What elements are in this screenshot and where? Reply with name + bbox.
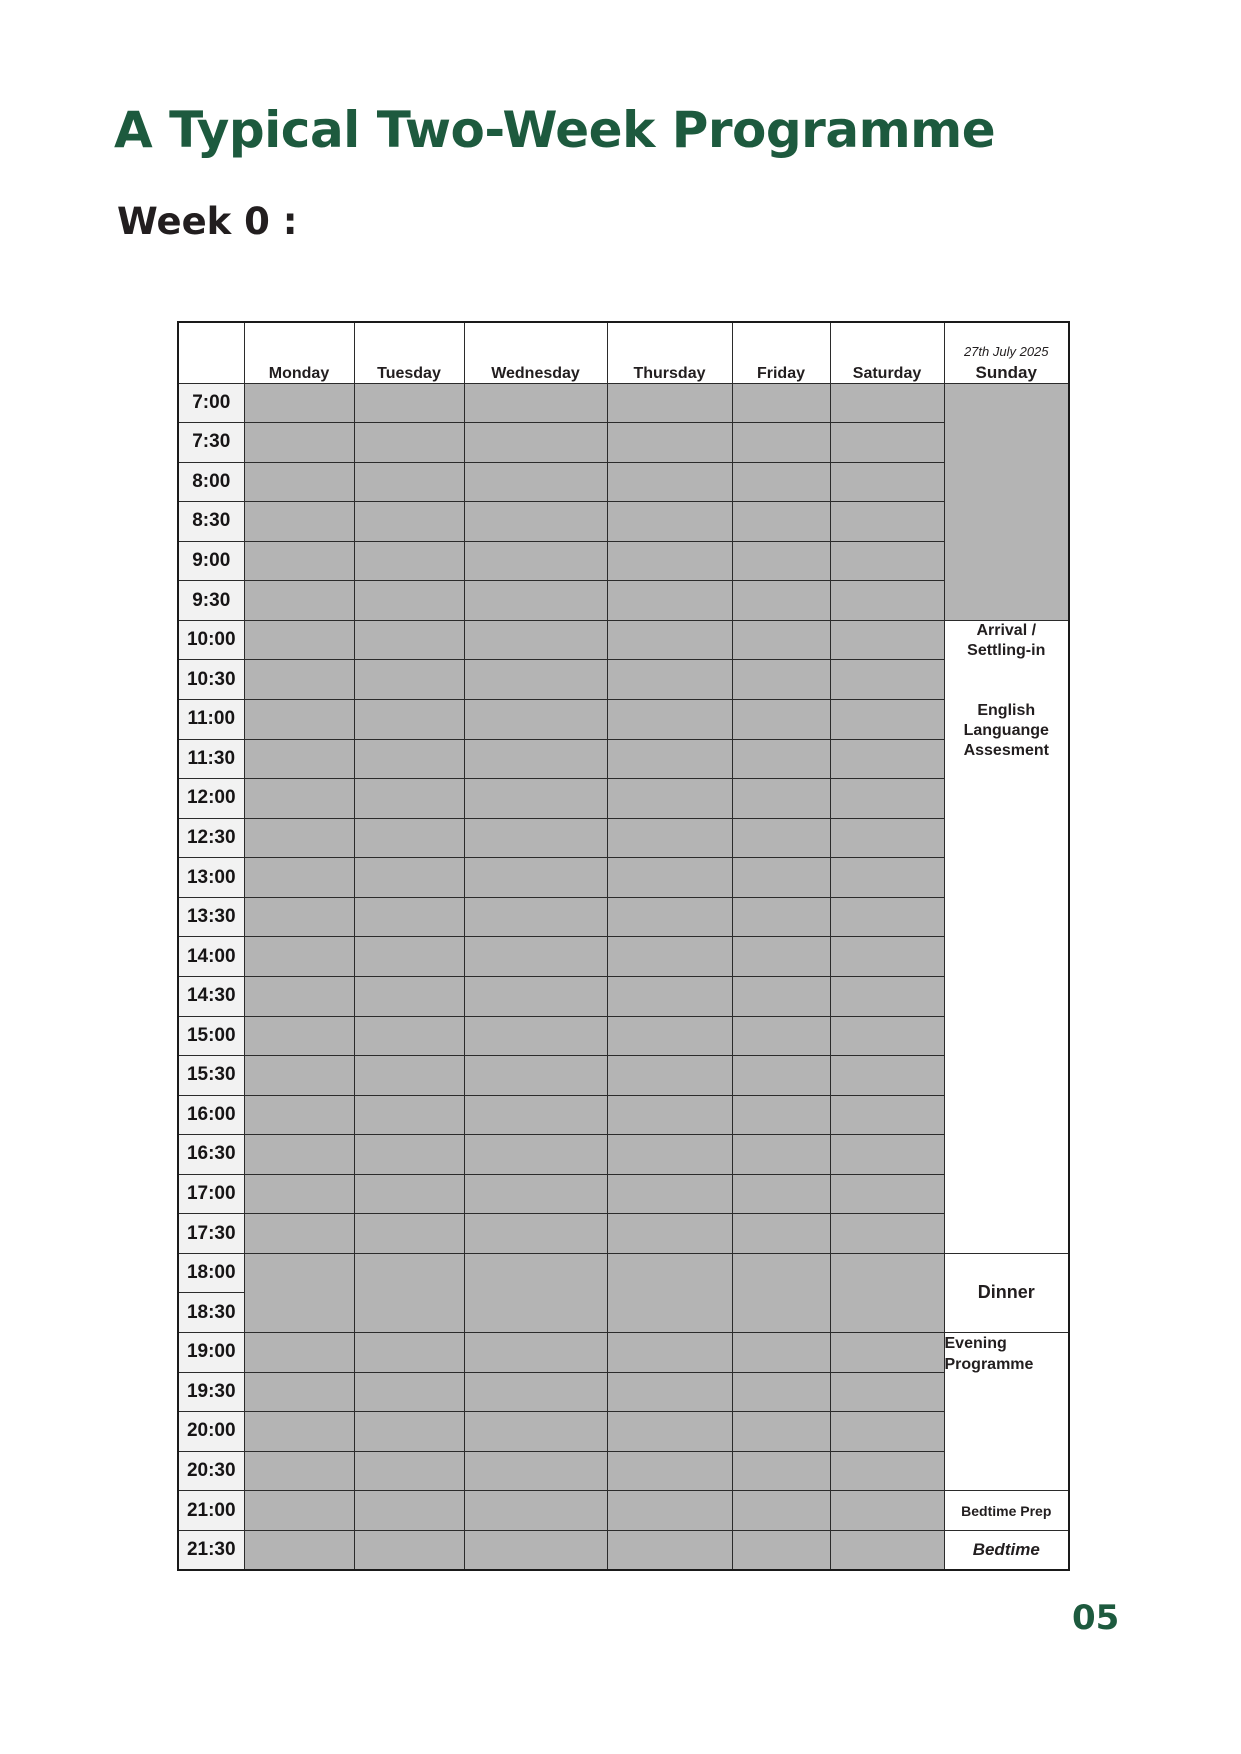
grid-cell	[732, 620, 830, 660]
grid-cell	[354, 1372, 464, 1412]
grid-cell	[354, 700, 464, 740]
grid-cell	[464, 1253, 607, 1332]
grid-cell	[607, 541, 732, 581]
time-row	[178, 541, 1069, 581]
grid-cell	[732, 1333, 830, 1373]
grid-cell	[732, 383, 830, 423]
grid-cell	[607, 462, 732, 502]
sunday-bedtime-prep-block: Bedtime Prep	[944, 1491, 1069, 1531]
grid-cell	[732, 1095, 830, 1135]
grid-cell	[607, 1135, 732, 1175]
grid-cell	[354, 1451, 464, 1491]
grid-cell	[464, 700, 607, 740]
grid-cell	[830, 818, 944, 858]
grid-cell	[732, 462, 830, 502]
grid-cell	[607, 1016, 732, 1056]
grid-cell	[464, 739, 607, 779]
time-label: 19:30	[178, 1372, 244, 1412]
time-label: 12:00	[178, 779, 244, 819]
grid-cell	[464, 858, 607, 898]
grid-cell	[732, 1174, 830, 1214]
time-row	[178, 1451, 1069, 1491]
grid-cell	[464, 818, 607, 858]
grid-cell	[732, 1214, 830, 1254]
day-header-wednesday: Wednesday	[464, 322, 607, 383]
grid-cell	[244, 897, 354, 937]
grid-cell	[354, 1016, 464, 1056]
time-row	[178, 1135, 1069, 1175]
grid-cell	[732, 1451, 830, 1491]
grid-cell	[464, 1491, 607, 1531]
grid-cell	[464, 581, 607, 621]
grid-cell	[464, 897, 607, 937]
sunday-morning-block	[944, 383, 1069, 620]
sunday-dinner-block: Dinner	[944, 1253, 1069, 1332]
time-label: 16:30	[178, 1135, 244, 1175]
grid-cell	[354, 1095, 464, 1135]
grid-cell	[464, 660, 607, 700]
time-label: 14:30	[178, 976, 244, 1016]
time-label: 21:00	[178, 1491, 244, 1531]
time-row	[178, 581, 1069, 621]
grid-cell	[607, 660, 732, 700]
grid-cell	[830, 739, 944, 779]
grid-cell	[607, 1333, 732, 1373]
arrival-line: Arrival /	[976, 621, 1037, 639]
grid-cell	[464, 1016, 607, 1056]
grid-cell	[830, 1016, 944, 1056]
arrival-text	[945, 621, 1069, 661]
grid-cell	[244, 1372, 354, 1412]
grid-cell	[244, 818, 354, 858]
time-label: 16:00	[178, 1095, 244, 1135]
grid-cell	[354, 1214, 464, 1254]
grid-cell	[244, 423, 354, 463]
grid-cell	[354, 897, 464, 937]
header-row	[178, 322, 1069, 383]
grid-cell	[607, 897, 732, 937]
grid-cell	[244, 1253, 354, 1332]
grid-cell	[244, 1451, 354, 1491]
time-row	[178, 858, 1069, 898]
grid-cell	[732, 1056, 830, 1096]
grid-cell	[607, 1253, 732, 1332]
time-row	[178, 1016, 1069, 1056]
grid-cell	[354, 1135, 464, 1175]
grid-cell	[244, 1056, 354, 1096]
grid-cell	[244, 1333, 354, 1373]
grid-cell	[830, 1333, 944, 1373]
corner-cell	[178, 322, 244, 383]
grid-cell	[464, 1135, 607, 1175]
grid-cell	[354, 739, 464, 779]
time-row	[178, 937, 1069, 977]
grid-cell	[354, 779, 464, 819]
time-row	[178, 779, 1069, 819]
grid-cell	[464, 620, 607, 660]
grid-cell	[464, 1451, 607, 1491]
grid-cell	[830, 1412, 944, 1452]
grid-cell	[464, 976, 607, 1016]
grid-cell	[607, 700, 732, 740]
grid-cell	[607, 937, 732, 977]
time-row	[178, 1056, 1069, 1096]
grid-cell	[830, 1135, 944, 1175]
grid-cell	[464, 1333, 607, 1373]
time-label: 9:30	[178, 581, 244, 621]
time-row	[178, 1530, 1069, 1570]
grid-cell	[354, 1174, 464, 1214]
week-label: Week 0 :	[117, 200, 298, 243]
grid-cell	[354, 502, 464, 542]
grid-cell	[607, 581, 732, 621]
grid-cell	[607, 1451, 732, 1491]
time-label: 15:30	[178, 1056, 244, 1096]
english-assessment-text	[945, 701, 1069, 761]
grid-cell	[607, 1174, 732, 1214]
grid-cell	[607, 383, 732, 423]
grid-cell	[732, 660, 830, 700]
grid-cell	[732, 937, 830, 977]
grid-cell	[732, 779, 830, 819]
grid-cell	[830, 1214, 944, 1254]
time-row	[178, 502, 1069, 542]
time-label: 8:30	[178, 502, 244, 542]
grid-cell	[732, 1491, 830, 1531]
grid-cell	[354, 1412, 464, 1452]
day-header-thursday: Thursday	[607, 322, 732, 383]
grid-cell	[732, 700, 830, 740]
grid-cell	[830, 937, 944, 977]
grid-cell	[830, 462, 944, 502]
grid-cell	[354, 937, 464, 977]
time-row	[178, 897, 1069, 937]
grid-cell	[830, 541, 944, 581]
time-label: 20:00	[178, 1412, 244, 1452]
time-label: 18:30	[178, 1293, 244, 1333]
sunday-date: 27th July 2025	[963, 343, 1049, 359]
grid-cell	[354, 541, 464, 581]
grid-cell	[607, 1214, 732, 1254]
time-row	[178, 1253, 1069, 1293]
time-row	[178, 1491, 1069, 1531]
grid-cell	[607, 1412, 732, 1452]
weekly-timetable	[177, 321, 1070, 1571]
grid-cell	[732, 897, 830, 937]
time-label: 17:00	[178, 1174, 244, 1214]
grid-cell	[830, 1491, 944, 1531]
english-line: Languange	[963, 721, 1049, 739]
grid-cell	[244, 1530, 354, 1570]
grid-cell	[244, 383, 354, 423]
grid-cell	[607, 620, 732, 660]
grid-cell	[830, 976, 944, 1016]
grid-cell	[830, 1056, 944, 1096]
grid-cell	[830, 1530, 944, 1570]
time-row	[178, 423, 1069, 463]
grid-cell	[464, 502, 607, 542]
grid-cell	[830, 620, 944, 660]
day-header-sunday	[944, 322, 1069, 383]
grid-cell	[464, 1214, 607, 1254]
grid-cell	[244, 581, 354, 621]
evening-line: Programme	[944, 1356, 1034, 1373]
time-label: 10:30	[178, 660, 244, 700]
grid-cell	[830, 502, 944, 542]
grid-cell	[607, 739, 732, 779]
time-row	[178, 462, 1069, 502]
grid-cell	[244, 700, 354, 740]
evening-line: Evening	[944, 1335, 1007, 1352]
time-label: 15:00	[178, 1016, 244, 1056]
grid-cell	[607, 1530, 732, 1570]
time-label: 11:00	[178, 700, 244, 740]
arrival-line: Settling-in	[967, 641, 1046, 659]
grid-cell	[464, 1372, 607, 1412]
grid-cell	[732, 541, 830, 581]
grid-cell	[607, 1372, 732, 1412]
page-number: 05	[1072, 1598, 1120, 1638]
grid-cell	[244, 620, 354, 660]
time-row	[178, 1372, 1069, 1412]
grid-cell	[244, 660, 354, 700]
time-label: 10:00	[178, 620, 244, 660]
grid-cell	[464, 1056, 607, 1096]
english-line: Assesment	[963, 741, 1049, 759]
time-label: 7:30	[178, 423, 244, 463]
time-row	[178, 1412, 1069, 1452]
time-label: 21:30	[178, 1530, 244, 1570]
grid-cell	[607, 976, 732, 1016]
grid-cell	[244, 1491, 354, 1531]
grid-cell	[244, 1214, 354, 1254]
grid-cell	[830, 1451, 944, 1491]
grid-cell	[607, 1491, 732, 1531]
grid-cell	[354, 620, 464, 660]
grid-cell	[244, 1135, 354, 1175]
time-row	[178, 620, 1069, 660]
time-row	[178, 1095, 1069, 1135]
grid-cell	[464, 1174, 607, 1214]
grid-cell	[354, 818, 464, 858]
grid-cell	[354, 1530, 464, 1570]
grid-cell	[244, 541, 354, 581]
grid-cell	[464, 383, 607, 423]
grid-cell	[732, 1135, 830, 1175]
grid-cell	[830, 1253, 944, 1332]
time-row	[178, 1174, 1069, 1214]
sunday-evening-block	[944, 1333, 1069, 1491]
time-row	[178, 818, 1069, 858]
grid-cell	[464, 423, 607, 463]
grid-cell	[354, 581, 464, 621]
time-label: 13:30	[178, 897, 244, 937]
grid-cell	[830, 1095, 944, 1135]
grid-cell	[354, 976, 464, 1016]
grid-cell	[354, 1333, 464, 1373]
time-row	[178, 1214, 1069, 1254]
grid-cell	[732, 1530, 830, 1570]
grid-cell	[244, 462, 354, 502]
grid-cell	[354, 462, 464, 502]
grid-cell	[354, 423, 464, 463]
grid-cell	[732, 423, 830, 463]
time-row	[178, 700, 1069, 740]
grid-cell	[244, 739, 354, 779]
time-label: 19:00	[178, 1333, 244, 1373]
grid-cell	[732, 1016, 830, 1056]
grid-cell	[607, 423, 732, 463]
grid-cell	[607, 779, 732, 819]
grid-cell	[830, 779, 944, 819]
grid-cell	[607, 818, 732, 858]
time-label: 9:00	[178, 541, 244, 581]
grid-cell	[732, 818, 830, 858]
grid-cell	[830, 660, 944, 700]
grid-cell	[830, 581, 944, 621]
english-line: English	[977, 701, 1036, 719]
grid-cell	[464, 541, 607, 581]
time-label: 13:00	[178, 858, 244, 898]
time-label: 7:00	[178, 383, 244, 423]
grid-cell	[464, 779, 607, 819]
day-header-saturday: Saturday	[830, 322, 944, 383]
time-row	[178, 739, 1069, 779]
day-header-monday: Monday	[244, 322, 354, 383]
grid-cell	[244, 502, 354, 542]
grid-cell	[732, 858, 830, 898]
grid-cell	[732, 976, 830, 1016]
grid-cell	[244, 937, 354, 977]
time-label: 20:30	[178, 1451, 244, 1491]
time-label: 17:30	[178, 1214, 244, 1254]
grid-cell	[244, 779, 354, 819]
grid-cell	[732, 581, 830, 621]
grid-cell	[244, 1174, 354, 1214]
day-header-friday: Friday	[732, 322, 830, 383]
grid-cell	[732, 1412, 830, 1452]
grid-cell	[732, 1372, 830, 1412]
grid-cell	[830, 383, 944, 423]
time-label: 12:30	[178, 818, 244, 858]
time-label: 18:00	[178, 1253, 244, 1293]
grid-cell	[830, 1372, 944, 1412]
grid-cell	[354, 660, 464, 700]
grid-cell	[732, 502, 830, 542]
time-row	[178, 976, 1069, 1016]
time-row	[178, 383, 1069, 423]
grid-cell	[607, 1095, 732, 1135]
time-row	[178, 1333, 1069, 1373]
grid-cell	[830, 700, 944, 740]
grid-cell	[830, 423, 944, 463]
grid-cell	[464, 462, 607, 502]
grid-cell	[732, 1253, 830, 1332]
grid-cell	[607, 858, 732, 898]
grid-cell	[607, 502, 732, 542]
grid-cell	[354, 1056, 464, 1096]
page-title: A Typical Two-Week Programme	[114, 101, 996, 159]
grid-cell	[607, 1056, 732, 1096]
sunday-label: Sunday	[975, 362, 1037, 382]
time-label: 14:00	[178, 937, 244, 977]
grid-cell	[464, 937, 607, 977]
sunday-arrival-block	[944, 620, 1069, 1253]
grid-cell	[830, 897, 944, 937]
grid-cell	[464, 1530, 607, 1570]
grid-cell	[354, 1253, 464, 1332]
sunday-bedtime-block: Bedtime	[944, 1530, 1069, 1570]
grid-cell	[354, 858, 464, 898]
grid-cell	[830, 1174, 944, 1214]
time-label: 11:30	[178, 739, 244, 779]
grid-cell	[830, 858, 944, 898]
grid-cell	[244, 976, 354, 1016]
time-row	[178, 660, 1069, 700]
time-label: 8:00	[178, 462, 244, 502]
grid-cell	[732, 739, 830, 779]
grid-cell	[464, 1095, 607, 1135]
grid-cell	[464, 1412, 607, 1452]
grid-cell	[244, 1095, 354, 1135]
grid-cell	[354, 1491, 464, 1531]
grid-cell	[244, 1412, 354, 1452]
day-header-tuesday: Tuesday	[354, 322, 464, 383]
grid-cell	[354, 383, 464, 423]
grid-cell	[244, 1016, 354, 1056]
grid-cell	[244, 858, 354, 898]
